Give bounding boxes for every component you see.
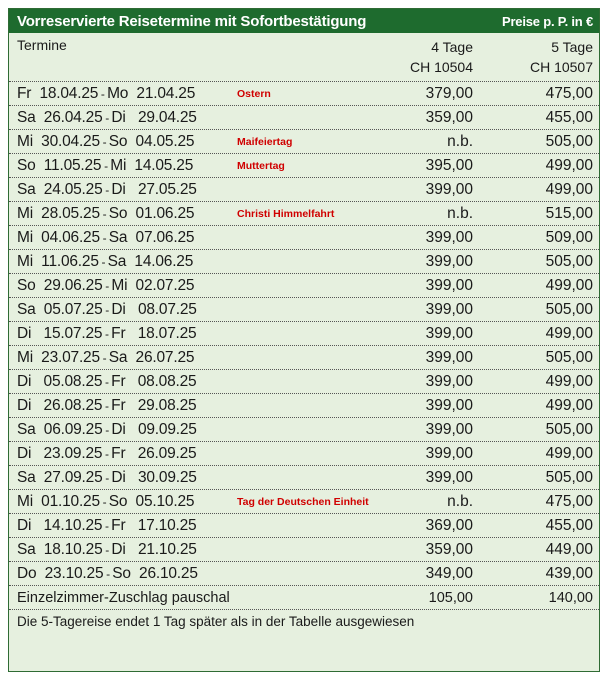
holiday-note: Ostern: [237, 88, 271, 100]
price-4-tage: 399,00: [425, 397, 473, 414]
start-date: Do 23.10.25: [17, 565, 104, 582]
start-date: Di 14.10.25: [17, 517, 103, 534]
holiday-note: Maifeiertag: [237, 136, 293, 148]
date-separator: -: [99, 231, 109, 245]
header-col-4-duration: 4 Tage: [431, 39, 473, 55]
price-5-tage: 505,00: [545, 349, 593, 366]
table-row: [9, 370, 599, 394]
date-separator: -: [101, 159, 111, 173]
end-date: So 05.10.25: [108, 493, 195, 510]
start-date: Sa 05.07.25: [17, 301, 103, 318]
footnote: Die 5-Tagereise endet 1 Tag später als in der Tabelle ausgewiesen: [17, 614, 415, 629]
price-4-tage: 399,00: [425, 445, 473, 462]
table-header: [9, 33, 599, 82]
price-5-tage: 439,00: [545, 565, 593, 582]
price-4-tage: 359,00: [425, 541, 473, 558]
price-4-tage: 399,00: [425, 253, 473, 270]
date-range: [17, 514, 196, 538]
price-4-tage: 369,00: [425, 517, 473, 534]
header-col-4-code: CH 10504: [409, 59, 473, 75]
price-5-tage: 505,00: [545, 253, 593, 270]
start-date: So 11.05.25: [17, 157, 102, 174]
end-date: Di 09.09.25: [111, 421, 197, 438]
price-4-tage: 399,00: [425, 301, 473, 318]
header-col-5-duration: 5 Tage: [551, 39, 593, 55]
price-5-tage: 505,00: [545, 421, 593, 438]
end-date: Fr 26.09.25: [111, 445, 197, 462]
start-date: Di 15.07.25: [17, 325, 103, 342]
date-separator: -: [103, 567, 113, 581]
table-row: [9, 106, 599, 130]
price-5-tage: 475,00: [545, 493, 593, 510]
table-row: [9, 442, 599, 466]
date-range: [17, 82, 195, 106]
date-separator: -: [102, 327, 112, 341]
holiday-note: Christi Himmelfahrt: [237, 208, 335, 220]
date-separator: -: [102, 279, 112, 293]
date-separator: -: [102, 519, 112, 533]
end-date: Di 30.09.25: [111, 469, 197, 486]
date-separator: -: [102, 183, 112, 197]
date-range: [17, 298, 197, 322]
table-row: [9, 226, 599, 250]
price-4-tage: n.b.: [447, 493, 473, 510]
table-row: [9, 250, 599, 274]
start-date: Fr 18.04.25: [17, 85, 99, 102]
table-row: [9, 346, 599, 370]
start-date: Sa 06.09.25: [17, 421, 103, 438]
price-5-tage: 455,00: [545, 517, 593, 534]
end-date: Mi 14.05.25: [110, 157, 194, 174]
date-range: [17, 226, 194, 250]
table-row: [9, 298, 599, 322]
table-title: Vorreservierte Reisetermine mit Sofortbestätigung: [17, 12, 367, 30]
price-5-tage: 499,00: [545, 445, 593, 462]
date-range: [17, 490, 194, 514]
header-termine: Termine: [17, 37, 67, 53]
price-4-tage: 399,00: [425, 229, 473, 246]
price-5-tage: 499,00: [545, 181, 593, 198]
price-5-tage: 475,00: [545, 85, 593, 102]
start-date: Mi 30.04.25: [17, 133, 100, 150]
price-5-tage: 499,00: [545, 157, 593, 174]
single-room-price-4: 105,00: [428, 590, 473, 606]
end-date: Sa 14.06.25: [107, 253, 194, 270]
price-4-tage: n.b.: [447, 205, 473, 222]
price-5-tage: 499,00: [545, 325, 593, 342]
date-separator: -: [98, 87, 108, 101]
price-5-tage: 499,00: [545, 397, 593, 414]
date-separator: -: [99, 351, 109, 365]
price-note: Preise p. P. in €: [501, 13, 593, 29]
date-range: [17, 394, 196, 418]
end-date: Di 29.04.25: [111, 109, 197, 126]
date-range: [17, 346, 194, 370]
table-title-bar: [9, 9, 599, 33]
date-separator: -: [102, 447, 112, 461]
start-date: Di 05.08.25: [17, 373, 103, 390]
price-4-tage: 379,00: [425, 85, 473, 102]
price-5-tage: 499,00: [545, 373, 593, 390]
price-4-tage: 399,00: [425, 277, 473, 294]
end-date: Di 08.07.25: [111, 301, 197, 318]
end-date: Sa 26.07.25: [108, 349, 195, 366]
table-row: [9, 394, 599, 418]
date-range: [17, 466, 197, 490]
end-date: So 26.10.25: [112, 565, 198, 582]
table-row: [9, 322, 599, 346]
date-separator: -: [99, 495, 109, 509]
price-5-tage: 455,00: [545, 109, 593, 126]
table-row: [9, 154, 599, 178]
date-range: [17, 130, 194, 154]
start-date: Sa 26.04.25: [17, 109, 103, 126]
start-date: So 29.06.25: [17, 277, 103, 294]
date-separator: -: [102, 303, 112, 317]
date-separator: -: [99, 207, 109, 221]
date-separator: -: [102, 543, 112, 557]
price-5-tage: 509,00: [545, 229, 593, 246]
start-date: Sa 24.05.25: [17, 181, 103, 198]
start-date: Mi 11.06.25: [17, 253, 99, 270]
price-4-tage: 349,00: [425, 565, 473, 582]
start-date: Sa 18.10.25: [17, 541, 103, 558]
price-5-tage: 505,00: [545, 133, 593, 150]
price-4-tage: 399,00: [425, 421, 473, 438]
table-row: [9, 178, 599, 202]
table-row: [9, 130, 599, 154]
date-separator: -: [102, 423, 112, 437]
date-separator: -: [98, 255, 108, 269]
table-row: [9, 82, 599, 106]
start-date: Mi 23.07.25: [17, 349, 100, 366]
end-date: Fr 17.10.25: [111, 517, 197, 534]
date-range: [17, 106, 197, 130]
end-date: So 04.05.25: [108, 133, 195, 150]
date-separator: -: [102, 471, 112, 485]
end-date: Mo 21.04.25: [107, 85, 196, 102]
date-separator: -: [102, 111, 112, 125]
table-body: [9, 82, 599, 586]
table-row: [9, 418, 599, 442]
end-date: Fr 08.08.25: [111, 373, 197, 390]
table-row: [9, 466, 599, 490]
table-row: [9, 490, 599, 514]
table-row: [9, 274, 599, 298]
price-table: [8, 8, 600, 672]
date-range: [17, 274, 194, 298]
holiday-note: Tag der Deutschen Einheit: [237, 496, 369, 508]
price-5-tage: 505,00: [545, 301, 593, 318]
date-range: [17, 178, 197, 202]
end-date: Di 27.05.25: [111, 181, 197, 198]
end-date: So 01.06.25: [108, 205, 195, 222]
price-4-tage: 399,00: [425, 373, 473, 390]
price-4-tage: 399,00: [425, 469, 473, 486]
end-date: Fr 18.07.25: [111, 325, 197, 342]
header-col-4-tage: [410, 37, 473, 77]
start-date: Mi 01.10.25: [17, 493, 100, 510]
end-date: Fr 29.08.25: [111, 397, 197, 414]
price-4-tage: 399,00: [425, 325, 473, 342]
date-range: [17, 442, 196, 466]
date-range: [17, 202, 194, 226]
end-date: Sa 07.06.25: [108, 229, 195, 246]
start-date: Sa 27.09.25: [17, 469, 103, 486]
date-range: [17, 538, 197, 562]
table-row: [9, 562, 599, 586]
price-5-tage: 449,00: [545, 541, 593, 558]
start-date: Mi 04.06.25: [17, 229, 100, 246]
price-4-tage: n.b.: [447, 133, 473, 150]
header-col-5-tage: [530, 37, 593, 77]
table-row: [9, 538, 599, 562]
price-4-tage: 359,00: [425, 109, 473, 126]
table-row: [9, 514, 599, 538]
end-date: Mi 02.07.25: [111, 277, 195, 294]
date-separator: -: [102, 399, 112, 413]
table-row: [9, 202, 599, 226]
price-4-tage: 395,00: [425, 157, 473, 174]
price-5-tage: 499,00: [545, 277, 593, 294]
end-date: Di 21.10.25: [111, 541, 197, 558]
price-4-tage: 399,00: [425, 349, 473, 366]
price-5-tage: 515,00: [545, 205, 593, 222]
start-date: Di 23.09.25: [17, 445, 103, 462]
header-col-5-code: CH 10507: [529, 59, 593, 75]
date-range: [17, 418, 197, 442]
date-separator: -: [102, 375, 112, 389]
single-room-price-5: 140,00: [548, 590, 593, 606]
single-room-row: [9, 586, 599, 610]
date-range: [17, 250, 193, 274]
date-range: [17, 562, 198, 586]
holiday-note: Muttertag: [237, 160, 285, 172]
price-4-tage: 399,00: [425, 181, 473, 198]
date-range: [17, 322, 196, 346]
date-range: [17, 370, 196, 394]
date-separator: -: [99, 135, 109, 149]
single-room-label: Einzelzimmer-Zuschlag pauschal: [17, 590, 230, 606]
start-date: Di 26.08.25: [17, 397, 103, 414]
price-5-tage: 505,00: [545, 469, 593, 486]
date-range: [17, 154, 193, 178]
start-date: Mi 28.05.25: [17, 205, 100, 222]
